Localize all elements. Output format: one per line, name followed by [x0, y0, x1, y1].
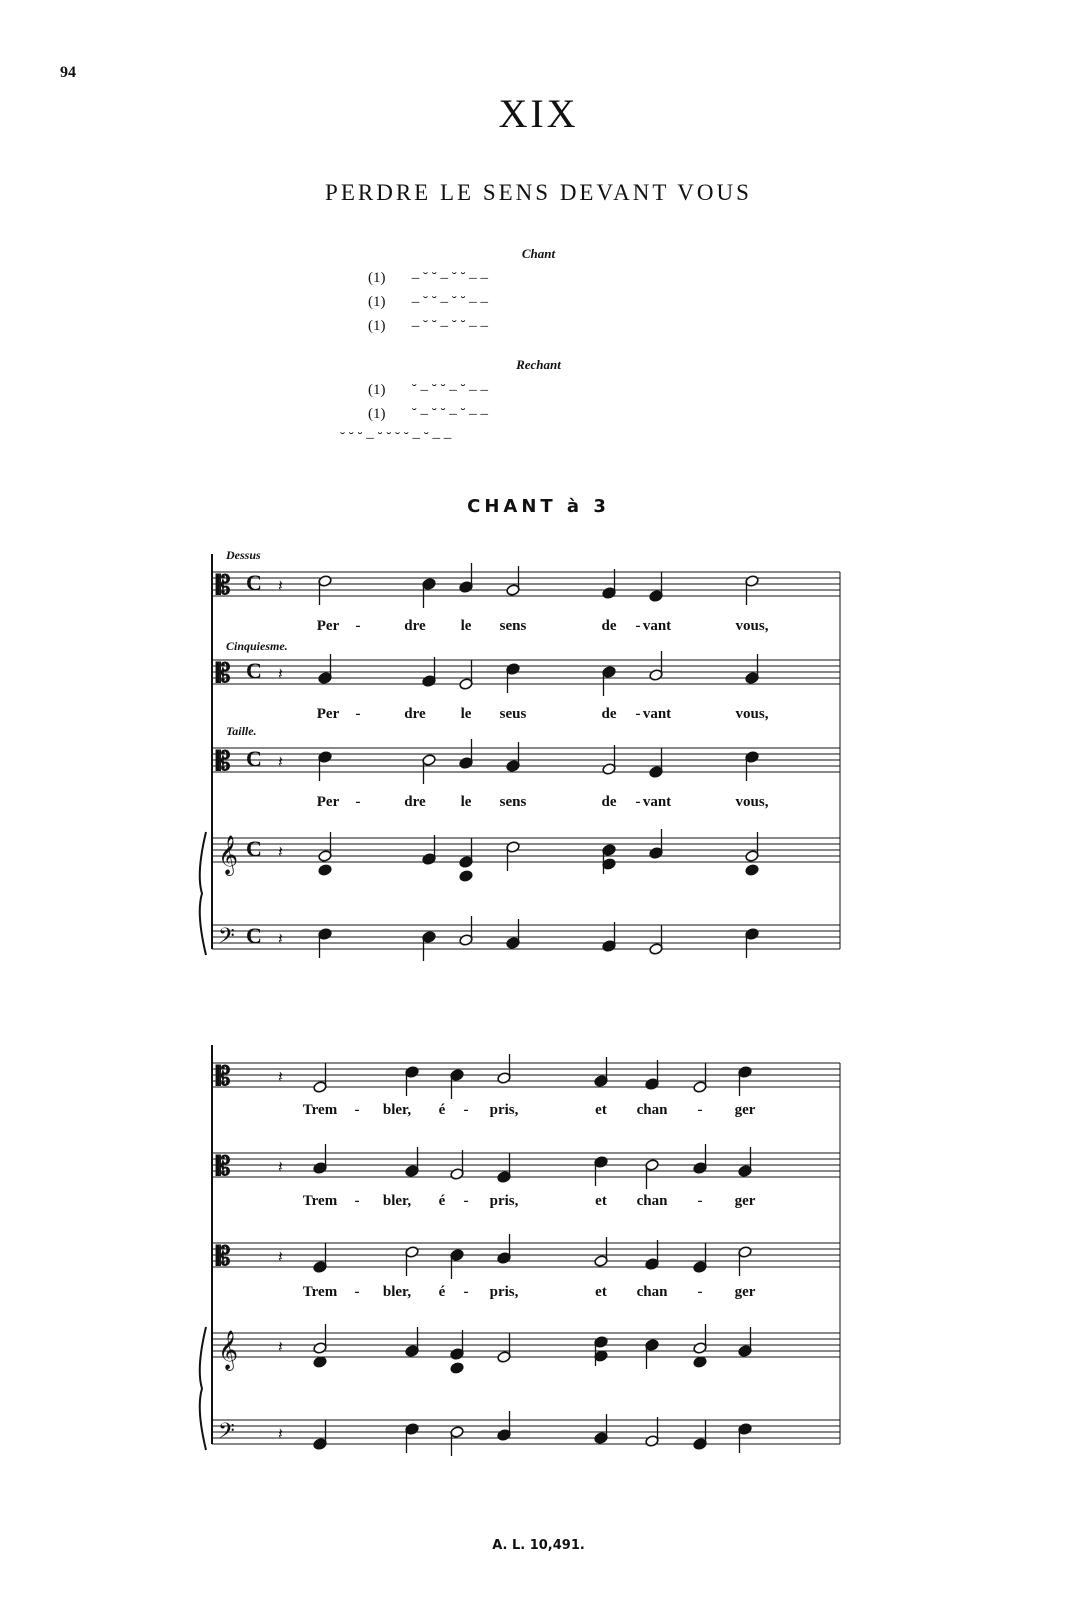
lyric-syllable: chan — [636, 1193, 668, 1209]
lyric-syllable: bler, — [382, 1193, 412, 1209]
note-head — [693, 1356, 707, 1369]
lyric-syllable: - — [354, 1284, 360, 1300]
meter-row-label: (1) — [368, 318, 386, 334]
lyric-syllable: dre — [404, 706, 426, 722]
lyric-syllable: dre — [404, 794, 426, 810]
lyric-syllable: - — [463, 1193, 469, 1209]
piece-title: PERDRE LE SENS DEVANT VOUS — [325, 180, 752, 205]
note-head — [318, 864, 332, 877]
lyric-syllable: - — [355, 618, 361, 634]
meter-row-label: (1) — [368, 294, 386, 310]
lyric-syllable: de — [601, 794, 617, 810]
lyric-syllable: et — [595, 1284, 607, 1300]
note-head — [313, 1356, 327, 1369]
quarter-rest-icon: 𝄽 — [278, 576, 283, 595]
lyric-syllable: chan — [636, 1284, 668, 1300]
c-clef-icon: 𝄡 — [216, 1062, 231, 1092]
lyric-syllable: de — [601, 706, 617, 722]
lyric-syllable: vant — [642, 706, 672, 722]
lyric-syllable: et — [595, 1193, 607, 1209]
lyric-syllable: ger — [734, 1193, 756, 1209]
meter-pattern: – ˘ ˘ – ˘ ˘ – – — [411, 318, 488, 334]
meter-pattern: ˘ – ˘ ˘ – ˘ – – — [411, 406, 488, 422]
c-clef-icon: 𝄡 — [216, 571, 231, 601]
bass-clef-icon: 𝄢 — [218, 924, 235, 954]
c-clef-icon: 𝄡 — [216, 747, 231, 777]
rechant-label: Rechant — [516, 357, 561, 372]
lyric-syllable: le — [460, 794, 472, 810]
lyric-syllable: - — [697, 1102, 703, 1118]
lyric-syllable: - — [463, 1102, 469, 1118]
lyric-syllable: Per — [316, 794, 340, 810]
lyric-syllable: pris, — [489, 1284, 519, 1300]
lyric-syllable: - — [355, 706, 361, 722]
meter-row-label: (1) — [368, 406, 386, 422]
quarter-rest-icon: 𝄽 — [278, 1337, 283, 1356]
lyric-syllable: sens — [499, 794, 527, 810]
meter-row-label: (1) — [368, 382, 386, 398]
c-clef-icon: 𝄡 — [216, 659, 231, 689]
brace-icon — [200, 832, 206, 955]
quarter-rest-icon: 𝄽 — [278, 842, 283, 861]
lyric-syllable: et — [595, 1102, 607, 1118]
lyric-syllable: ger — [734, 1284, 756, 1300]
lyric-syllable: - — [354, 1102, 360, 1118]
note-head — [459, 870, 473, 883]
voice-name: Dessus — [226, 548, 261, 562]
lyric-syllable: seus — [499, 706, 527, 722]
quarter-rest-icon: 𝄽 — [278, 1157, 283, 1176]
lyric-syllable: é — [438, 1102, 446, 1118]
lyric-syllable: - — [463, 1284, 469, 1300]
lyric-syllable: Trem — [302, 1284, 338, 1300]
quarter-rest-icon: 𝄽 — [278, 664, 283, 683]
page-number: 94 — [60, 64, 76, 81]
lyric-syllable: vant — [642, 794, 672, 810]
brace-icon — [200, 1327, 206, 1450]
lyric-syllable: - — [355, 794, 361, 810]
lyric-syllable: ger — [734, 1102, 756, 1118]
lyric-syllable: le — [460, 618, 472, 634]
bass-clef-icon: 𝄢 — [218, 1419, 235, 1449]
meter-pattern: – ˘ ˘ – ˘ ˘ – – — [411, 270, 488, 286]
common-time-icon: C — [246, 570, 262, 595]
quarter-rest-icon: 𝄽 — [278, 1247, 283, 1266]
lyric-syllable: dre — [404, 618, 426, 634]
chant-label: Chant — [521, 246, 556, 261]
common-time-icon: C — [246, 836, 262, 861]
lyric-syllable: le — [460, 706, 472, 722]
publisher-reference: A. L. 10,491. — [492, 1538, 585, 1553]
lyric-syllable: de — [601, 618, 617, 634]
lyric-syllable: - — [354, 1193, 360, 1209]
lyric-syllable: Trem — [302, 1193, 338, 1209]
lyric-syllable: vous, — [735, 706, 769, 722]
section-title: CHANT à 3 — [467, 496, 610, 517]
meter-row-label: (1) — [368, 270, 386, 286]
lyric-syllable: sens — [499, 618, 527, 634]
meter-pattern: ˘ – ˘ ˘ – ˘ – – — [411, 382, 488, 398]
lyric-syllable: - — [635, 706, 641, 722]
treble-clef-icon: 𝄞 — [218, 1330, 239, 1370]
voice-name: Cinquiesme. — [226, 639, 288, 653]
lyric-syllable: é — [438, 1284, 446, 1300]
piece-number: XIX — [498, 91, 579, 136]
lyric-syllable: Per — [316, 618, 340, 634]
lyric-syllable: bler, — [382, 1102, 412, 1118]
lyric-syllable: - — [635, 794, 641, 810]
c-clef-icon: 𝄡 — [216, 1152, 231, 1182]
common-time-icon: C — [246, 923, 262, 948]
c-clef-icon: 𝄡 — [216, 1242, 231, 1272]
quarter-rest-icon: 𝄽 — [278, 1424, 283, 1443]
treble-clef-icon: 𝄞 — [218, 835, 239, 875]
lyric-syllable: pris, — [489, 1193, 519, 1209]
lyric-syllable: é — [438, 1193, 446, 1209]
lyric-syllable: vous, — [735, 618, 769, 634]
common-time-icon: C — [246, 746, 262, 771]
quarter-rest-icon: 𝄽 — [278, 1067, 283, 1086]
meter-pattern: ˘ ˘ ˘ – ˘ ˘ ˘ ˘ – ˘ – – — [340, 430, 452, 446]
meter-pattern: – ˘ ˘ – ˘ ˘ – – — [411, 294, 488, 310]
quarter-rest-icon: 𝄽 — [278, 929, 283, 948]
lyric-syllable: - — [635, 618, 641, 634]
voice-name: Taille. — [226, 724, 257, 738]
lyric-syllable: Trem — [302, 1102, 338, 1118]
lyric-syllable: pris, — [489, 1102, 519, 1118]
lyric-syllable: vous, — [735, 794, 769, 810]
lyric-syllable: - — [697, 1193, 703, 1209]
lyric-syllable: - — [697, 1284, 703, 1300]
common-time-icon: C — [246, 658, 262, 683]
lyric-syllable: Per — [316, 706, 340, 722]
lyric-syllable: bler, — [382, 1284, 412, 1300]
lyric-syllable: vant — [642, 618, 672, 634]
note-head — [450, 1362, 464, 1375]
lyric-syllable: chan — [636, 1102, 668, 1118]
quarter-rest-icon: 𝄽 — [278, 752, 283, 771]
note-head — [745, 864, 759, 877]
